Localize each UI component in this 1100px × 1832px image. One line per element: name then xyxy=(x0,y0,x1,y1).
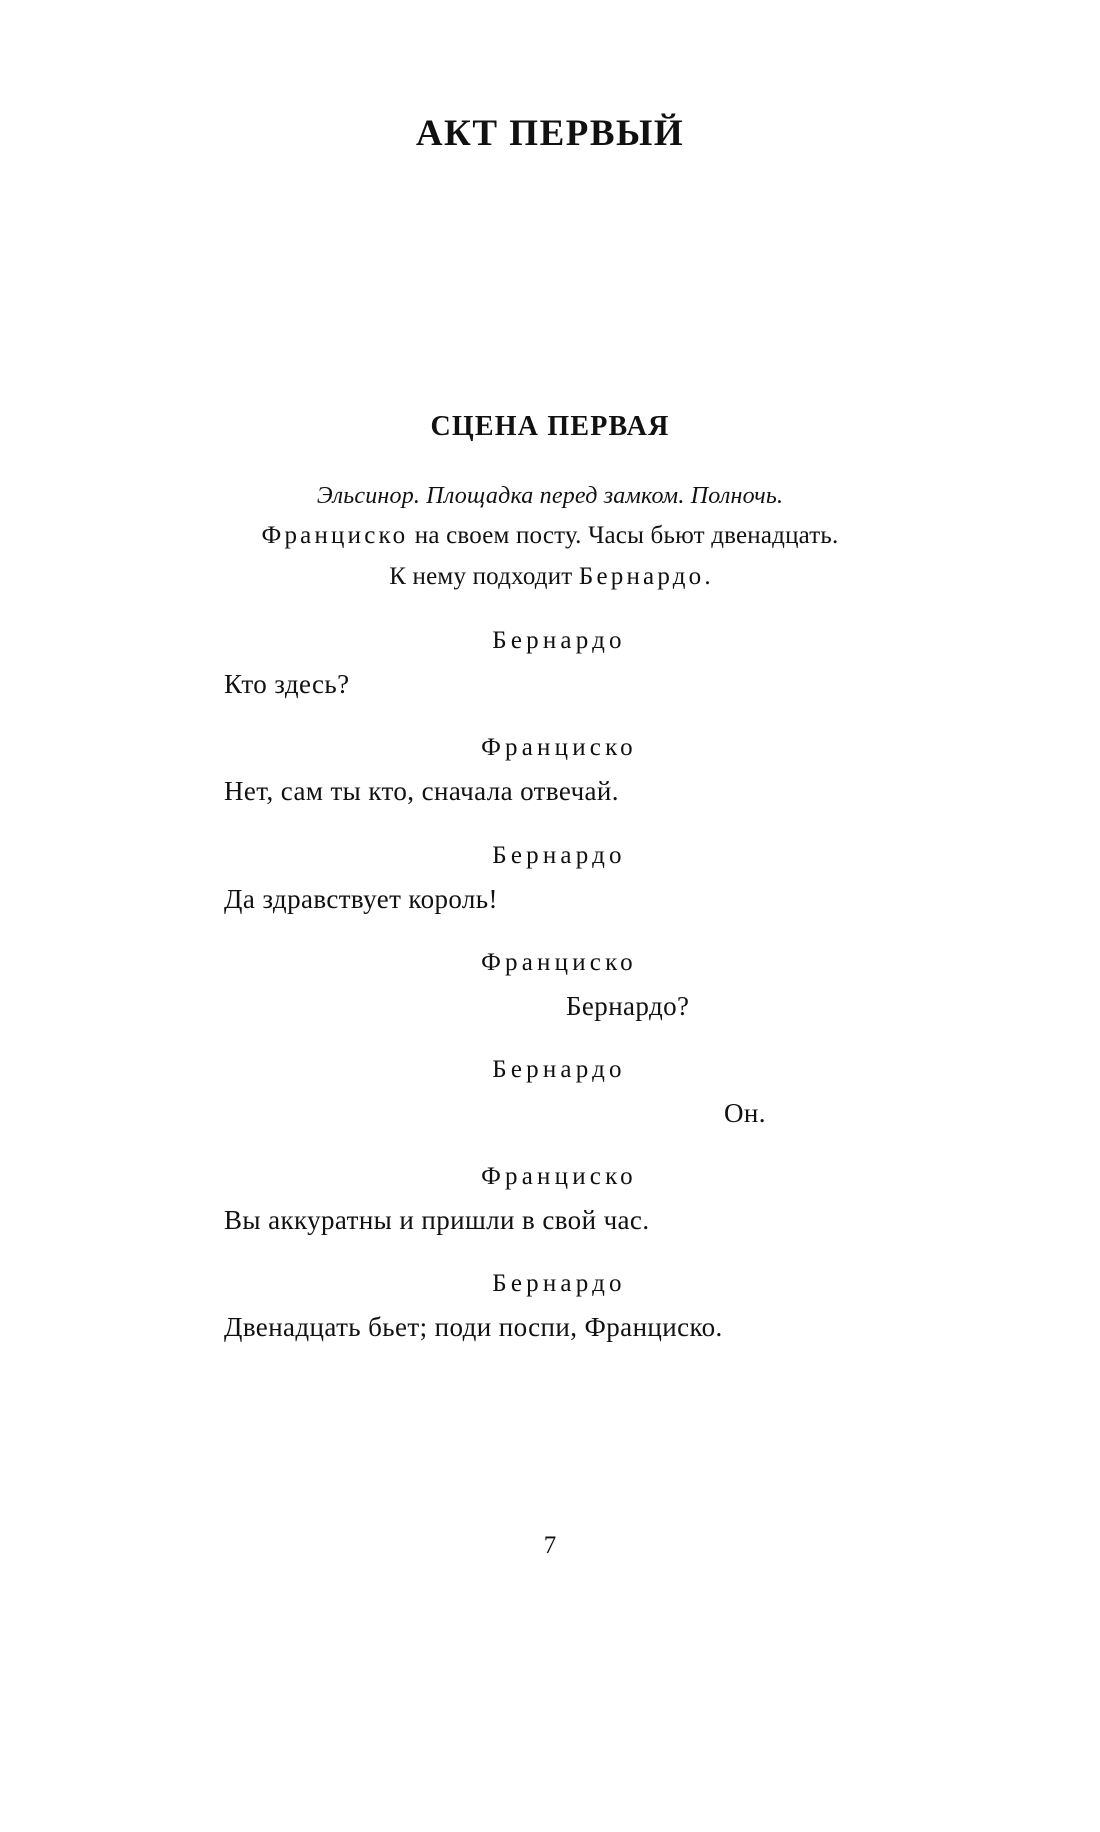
speech xyxy=(0,949,1100,1026)
speech xyxy=(0,1270,1100,1347)
stage-direction-line: Франциско на своем посту. Часы бьют двенадцать. xyxy=(261,522,839,550)
speaker-name: Франциско xyxy=(481,734,637,762)
speech-line: Нет, сам ты кто, сначала отвечай. xyxy=(224,776,619,807)
document-page xyxy=(0,112,1100,1832)
stage-directions xyxy=(0,477,1100,597)
page-number: 7 xyxy=(543,1532,557,1559)
speaker-name: Бернардо xyxy=(492,841,626,869)
speech-line: Двенадцать бьет; поди поспи, Франциско. xyxy=(224,1312,723,1343)
scene-title: СЦЕНА ПЕРВАЯ xyxy=(430,411,670,443)
dialogue-list xyxy=(0,627,1100,1347)
speaker-name: Франциско xyxy=(481,1162,637,1190)
speech xyxy=(0,734,1100,811)
speaker-name: Бернардо xyxy=(492,627,626,655)
speech-line: Да здравствует король! xyxy=(224,883,498,914)
speech xyxy=(0,627,1100,704)
act-title: АКТ ПЕРВЫЙ xyxy=(415,113,685,154)
speech xyxy=(0,842,1100,919)
speech xyxy=(0,1163,1100,1240)
speech-line: Кто здесь? xyxy=(224,669,350,700)
stage-direction-line: К нему подходит Бернардо. xyxy=(389,562,711,590)
speech-line: Бернардо? xyxy=(566,990,690,1021)
speaker-name: Франциско xyxy=(481,948,637,976)
stage-direction-line: Эльсинор. Площадка перед замком. Полночь. xyxy=(316,483,784,510)
speech-line: Вы аккуратны и пришли в свой час. xyxy=(224,1204,650,1235)
speaker-name: Бернардо xyxy=(492,1055,626,1083)
speech xyxy=(0,1056,1100,1133)
speech-line: Он. xyxy=(724,1097,766,1128)
speaker-name: Бернардо xyxy=(492,1270,626,1298)
